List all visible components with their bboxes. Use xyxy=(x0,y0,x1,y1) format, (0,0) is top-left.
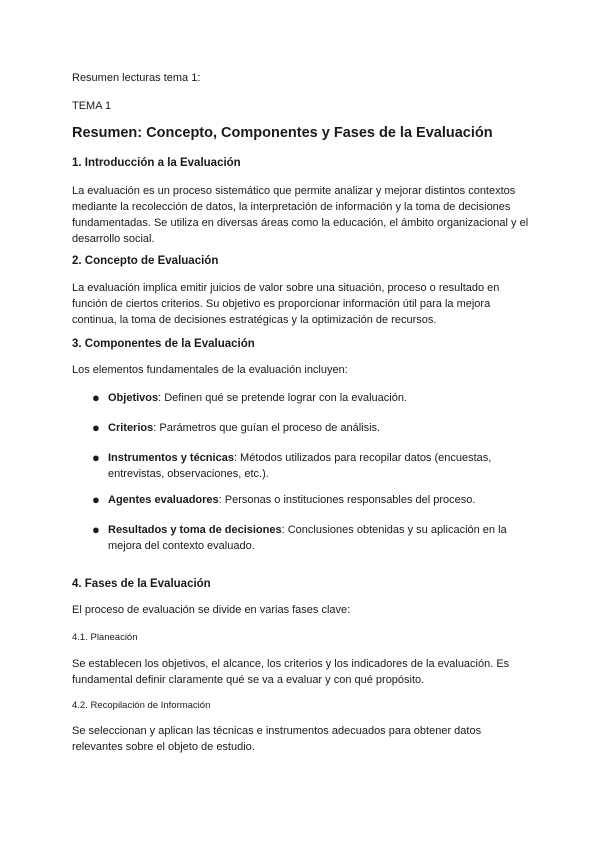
list-item-desc: : Parámetros que guían el proceso de análisis. xyxy=(153,422,381,434)
header-line-1: Resumen lecturas tema 1: xyxy=(72,72,201,84)
list-item-desc: : Métodos utilizados para recopilar datos (encuestas, entrevistas, observaciones, etc.). xyxy=(108,452,492,480)
list-item xyxy=(108,522,528,554)
list-item-term: Resultados y toma de decisiones xyxy=(108,524,282,536)
list-item-term: Criterios xyxy=(108,422,154,434)
section-4-intro: El proceso de evaluación se divide en varias fases clave: xyxy=(72,604,351,616)
header-line-2: TEMA 1 xyxy=(72,100,112,112)
section-2-heading: 2. Concepto de Evaluación xyxy=(72,255,219,267)
section-4-heading: 4. Fases de la Evaluación xyxy=(72,578,211,590)
bullet-dot: ● xyxy=(92,390,100,405)
list-item xyxy=(108,420,528,436)
list-item-term: Agentes evaluadores xyxy=(108,494,219,506)
bullet-dot: ● xyxy=(92,522,100,537)
list-item-desc: : Conclusiones obtenidas y su aplicación en la mejora del contexto evaluado. xyxy=(108,524,507,552)
list-item-desc: : Definen qué se pretende lograr con la evaluación. xyxy=(158,392,408,404)
subsection-4-2-heading: 4.2. Recopilación de Información xyxy=(72,700,211,711)
page-title: Resumen: Concepto, Componentes y Fases de la Evaluación xyxy=(72,125,493,141)
list-item xyxy=(108,492,528,508)
section-3-intro: Los elementos fundamentales de la evaluación incluyen: xyxy=(72,364,348,376)
bullet-dot: ● xyxy=(92,420,100,435)
list-item-term: Objetivos xyxy=(108,392,159,404)
section-2-text: La evaluación implica emitir juicios de valor sobre una situación, proceso o resultado en función de ciertos criterios. Su objetivo es proporcionar información útil para la mejora continua, la toma de decisiones estratégicas y la optimización de recursos. xyxy=(72,282,500,326)
list-item xyxy=(108,390,528,406)
subsection-4-1-text: Se establecen los objetivos, el alcance, los criterios y los indicadores de la evaluación. Es fundamental definir claramente qué se va a evaluar y con qué propósito. xyxy=(72,658,510,686)
subsection-4-1-heading: 4.1. Planeación xyxy=(72,632,138,643)
list-item xyxy=(108,450,528,482)
section-3-heading: 3. Componentes de la Evaluación xyxy=(72,338,255,350)
list-item-desc: : Personas o instituciones responsables del proceso. xyxy=(218,494,476,506)
subsection-4-2-text: Se seleccionan y aplican las técnicas e instrumentos adecuados para obtener datos relevantes sobre el objeto de estudio. xyxy=(72,725,482,753)
bullet-dot: ● xyxy=(92,450,100,465)
section-1-heading: 1. Introducción a la Evaluación xyxy=(72,157,241,169)
list-item-term: Instrumentos y técnicas xyxy=(108,452,234,464)
bullet-dot: ● xyxy=(92,492,100,507)
section-1-text: La evaluación es un proceso sistemático que permite analizar y mejorar distintos contextos mediante la recolección de datos, la interpretación de información y la toma de decisiones fundamentadas. Se utiliza en diversas áreas como la educación, el ámbito organizacional y el desarrollo social. xyxy=(72,185,529,245)
